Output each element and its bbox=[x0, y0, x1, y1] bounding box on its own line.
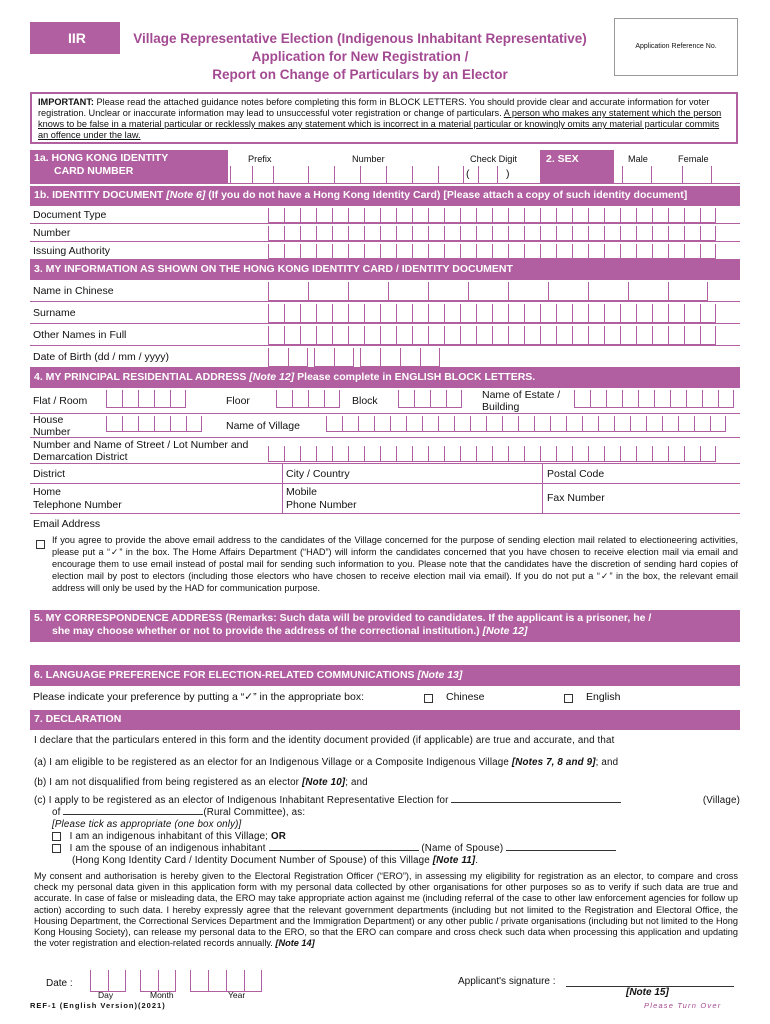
correspondence-address-field[interactable] bbox=[30, 642, 740, 666]
other-names-row[interactable]: Other Names in Full bbox=[30, 324, 740, 346]
rural-committee-field[interactable] bbox=[63, 814, 203, 815]
check-digit-box[interactable] bbox=[478, 166, 498, 184]
date-label: Date : bbox=[46, 978, 73, 989]
english-checkbox[interactable] bbox=[564, 692, 573, 704]
month-label: Month bbox=[150, 990, 174, 1000]
issuing-authority-row[interactable]: Issuing Authority bbox=[30, 242, 740, 260]
declaration-c-option2: I am the spouse of an indigenous inhabitant (Name of Spouse) bbox=[52, 843, 738, 854]
declaration-a: (a) I am eligible to be registered as an elector for an Indigenous Village or a Composite Indigenous Village [Notes 7, 8 and 9]; and bbox=[34, 757, 619, 768]
dob-row[interactable]: Date of Birth (dd / mm / yyyy) bbox=[30, 346, 740, 368]
indigenous-checkbox[interactable] bbox=[52, 832, 61, 841]
surname-row[interactable]: Surname bbox=[30, 302, 740, 324]
doc-type-row[interactable]: Document Type bbox=[30, 206, 740, 224]
house-village-row[interactable]: House Number Name of Village bbox=[30, 414, 740, 438]
english-label: English bbox=[586, 691, 621, 703]
important-notice: IMPORTANT: Please read the attached guidance notes before completing this form in BLOCK LETTERS. You should provide clear and accurate information for voter registration. Unclear or inaccurate information may lead to unsuccessful voter registration or change of particulars. A person who makes any statement which the person knows to be false in a material particular or recklessly makes any statement which is incorrect in a material particular or knowingly omits any material particular commits an offence under the law. bbox=[30, 92, 738, 144]
email-consent-text: If you agree to provide the above email address to the candidates of the Village concerned for the purpose of sending election mail related to electioneering activities, please put a “✓” in the box. The Home Affairs Department (“HAD”) will inform the candidates concerned that you have chosen to receive election mail via email and encourage them to use email instead of postal mail for sending such information to you. Please note that the candidates have the discretion of sending hard copies of election mail by post to electors (including those electors who have chosen to receive election mail via email). If you do not put a “✓” in the box, the relevant email address will only be used by the HAD for communication purpose. bbox=[52, 535, 738, 593]
year-label: Year bbox=[228, 990, 246, 1000]
signature-note: [Note 15] bbox=[626, 987, 669, 998]
street-row[interactable]: Number and Name of Street / Lot Number and Demarcation District bbox=[30, 438, 740, 464]
hkid-number-boxes[interactable] bbox=[308, 166, 464, 184]
email-row[interactable]: Email Address bbox=[33, 518, 101, 530]
hkid-prefix-boxes[interactable] bbox=[230, 166, 274, 184]
section-4-header: 4. MY PRINCIPAL RESIDENTIAL ADDRESS [Note 12] Please complete in ENGLISH BLOCK LETTERS. bbox=[30, 368, 740, 388]
language-row: Please indicate your preference by putting a “✓” in the appropriate box: Chinese English bbox=[33, 691, 621, 703]
district-row[interactable]: District City / Country Postal Code bbox=[30, 464, 740, 484]
section-5-header: 5. MY CORRESPONDENCE ADDRESS (Remarks: Such data will be provided to candidates. If the applicant is a prisoner, he / she may choose whether or not to provide the address of the correctional institution.) [Note 12] bbox=[30, 610, 740, 642]
form-title: Village Representative Election (Indigenous Inhabitant Representative) Application for New Registration / Report on Change of Particulars by an Elector bbox=[133, 31, 587, 82]
name-chinese-row[interactable]: Name in Chinese bbox=[30, 280, 740, 302]
check-digit-label: Check Digit bbox=[470, 154, 517, 164]
declaration-c-rural: of (Rural Committee), as: bbox=[52, 807, 306, 818]
declaration-intro: I declare that the particulars entered in this form and the identity document provided (if applicable) are true and accurate, and that bbox=[34, 735, 615, 746]
chinese-label: Chinese bbox=[446, 691, 485, 703]
day-label: Day bbox=[98, 990, 114, 1000]
number-label: Number bbox=[352, 154, 385, 164]
form-code-badge: IIR bbox=[30, 22, 120, 54]
female-label: Female bbox=[678, 154, 709, 164]
female-checkbox[interactable] bbox=[682, 166, 712, 184]
declaration-c-spouse-id: (Hong Kong Identity Card / Identity Document Number of Spouse) of this Village [Note 11]. bbox=[72, 855, 479, 866]
declaration-c-option1: I am an indigenous inhabitant of this Village; OR bbox=[52, 831, 286, 842]
phone-row[interactable]: Home Telephone Number Mobile Phone Number Fax Number bbox=[30, 484, 740, 514]
please-turn-over: Please Turn Over bbox=[644, 1001, 722, 1010]
spouse-checkbox[interactable] bbox=[52, 844, 61, 853]
sex-label: 2. SEX bbox=[540, 150, 614, 184]
signature-label: Applicant's signature : bbox=[458, 976, 556, 987]
section-3-header: 3. MY INFORMATION AS SHOWN ON THE HONG KONG IDENTITY CARD / IDENTITY DOCUMENT bbox=[30, 260, 740, 280]
date-year-boxes[interactable] bbox=[190, 970, 262, 992]
male-checkbox[interactable] bbox=[622, 166, 652, 184]
section-1b-header: 1b. IDENTITY DOCUMENT [Note 6] (If you do not have a Hong Kong Identity Card) [Please attach a copy of such identity document] bbox=[30, 186, 740, 206]
chinese-checkbox[interactable] bbox=[424, 692, 433, 704]
consent-paragraph: My consent and authorisation is hereby given to the Electoral Registration Officer (“ERO”), in assessing my eligibility for registration as an elector, to compare and cross check my personal data given in this application form with my personal data collected by other organisations for other purposes so as to verify if such data are true and accurate. In case of false or misleading data, the ERO may take appropriate action against me (including referral of the case to other law enforcement agencies for follow up action) according to such data. I hereby expressly agree that the relevant government departments (including but not limited to the Registration and Electoral Office, the Housing Department, the Correctional Services Department and the Immigration Department) or any other public / private organisations (including but not limited to the Hong Kong Housing Society), can release my personal data to the ERO, so that the ERO can compare and cross check such data when processing this application and updating the voter registration and election-related records annually. [Note 14] bbox=[34, 871, 738, 949]
section-7-header: 7. DECLARATION bbox=[30, 710, 740, 730]
form-reference: REF-1 (English Version)(2021) bbox=[30, 1001, 166, 1010]
declaration-b: (b) I am not disqualified from being registered as an elector [Note 10]; and bbox=[34, 777, 368, 788]
date-month-boxes[interactable] bbox=[140, 970, 176, 992]
prefix-label: Prefix bbox=[248, 154, 272, 164]
section-1a: 1a. HONG KONG IDENTITY CARD NUMBER Prefix Number Check Digit ( ) 2. SEX Male Female bbox=[30, 150, 740, 184]
declaration-c: (c) I apply to be registered as an elector of Indigenous Inhabitant Representative Election for (Village) bbox=[34, 795, 740, 806]
spouse-name-field[interactable] bbox=[269, 850, 419, 851]
flat-floor-block-row[interactable]: Flat / Room Floor Block Name of Estate / Building bbox=[30, 388, 740, 414]
reference-number-box[interactable]: Application Reference No. bbox=[614, 18, 738, 76]
village-field[interactable] bbox=[451, 802, 621, 803]
declaration-c-instruction: [Please tick as appropriate (one box only)] bbox=[52, 819, 242, 830]
email-consent-checkbox[interactable] bbox=[36, 538, 45, 550]
doc-number-row[interactable]: Number bbox=[30, 224, 740, 242]
section-6-header: 6. LANGUAGE PREFERENCE FOR ELECTION-RELATED COMMUNICATIONS [Note 13] bbox=[30, 666, 740, 686]
male-label: Male bbox=[628, 154, 648, 164]
date-day-boxes[interactable] bbox=[90, 970, 126, 992]
